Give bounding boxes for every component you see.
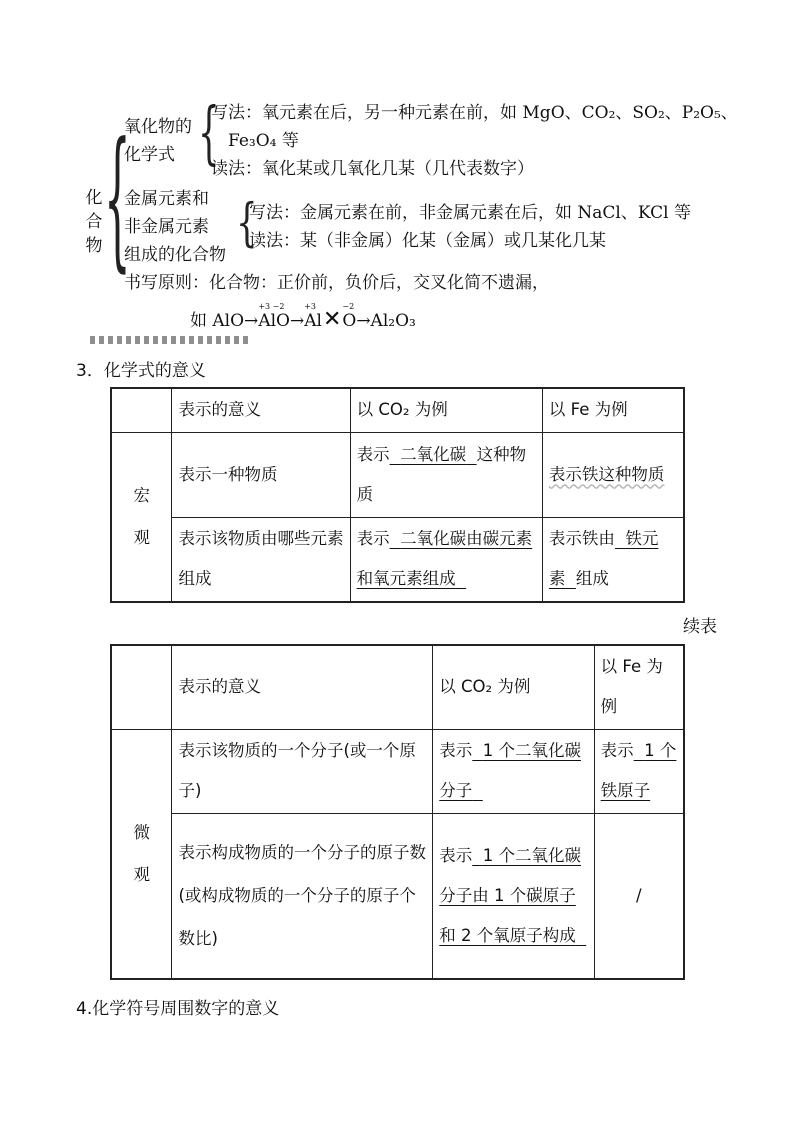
example-valence-formula: +3 −2 AlO→ — [258, 302, 305, 331]
table-row — [111, 813, 684, 979]
cell-fe-not-applicable: / — [594, 813, 684, 979]
header-empty-cell — [111, 388, 172, 432]
example-line — [190, 302, 416, 332]
metal-brace: { — [236, 193, 258, 254]
example-o: −2 O — [342, 302, 357, 331]
cropped-text-remnant — [90, 336, 250, 344]
oxide-write-cont: Fe₃O₄ 等 — [228, 131, 299, 151]
header-fe: 以 Fe 为例 — [594, 645, 684, 729]
table-row — [111, 729, 684, 813]
group-micro: 微观 — [111, 729, 172, 979]
compound-vertical-label: 化合物 — [85, 188, 103, 256]
header-fe: 以 Fe 为例 — [542, 388, 684, 432]
header-meaning: 表示的意义 — [172, 388, 350, 432]
continued-label: 续表 — [683, 617, 717, 637]
header-meaning: 表示的意义 — [172, 645, 433, 729]
answer-co2-molecule: 1 个二氧化碳分子 — [439, 741, 582, 800]
meaning-table-micro — [110, 644, 685, 980]
section4-heading: 4.化学符号周围数字的意义 — [76, 999, 280, 1019]
metal-label-line3: 组成的化合物 — [124, 245, 226, 265]
metal-read-rule: 读法：某（非金属）化某（金属）或几某化几某 — [249, 231, 606, 251]
oxide-read-rule: 读法：氧化某或几氧化几某（几代表数字） — [211, 159, 534, 179]
table-row — [111, 517, 684, 602]
example-prefix: 如 AlO→ — [190, 311, 259, 331]
cell-co2-molecule: 表示 1 个二氧化碳分子 — [433, 729, 594, 813]
oxide-label-line1: 氧化物的 — [124, 117, 192, 137]
cell-co2-atom-count: 表示 1 个二氧化碳分子由 1 个碳原子和 2 个氧原子构成 — [433, 813, 594, 979]
answer-co2-atom-count: 1 个二氧化碳分子由 1 个碳原子和 2 个氧原子构成 — [439, 845, 582, 945]
oxide-brace: { — [198, 94, 220, 174]
cell-meaning-elements: 表示该物质由哪些元素组成 — [172, 517, 350, 602]
group-macro: 宏观 — [111, 432, 172, 602]
header-co2: 以 CO₂ 为例 — [350, 388, 542, 432]
cross-icon: ✕ — [322, 307, 342, 332]
cell-fe-atom: 表示 1 个铁原子 — [594, 729, 684, 813]
cell-co2-substance: 表示 二氧化碳 这种物质 — [350, 432, 542, 517]
oxide-label-line2: 化学式 — [124, 145, 175, 165]
answer-fe-elements: 铁元素 — [548, 529, 659, 589]
example-result: →Al₂O₃ — [356, 311, 416, 331]
answer-fe-atom: 1 个铁原子 — [600, 741, 677, 800]
cell-meaning-molecule: 表示该物质的一个分子(或一个原子) — [172, 729, 433, 813]
cell-meaning-substance: 表示一种物质 — [172, 432, 350, 517]
table-header-row — [111, 645, 684, 729]
example-al: +3 Al — [304, 302, 322, 331]
oxide-write-rule: 写法：氧元素在后，另一种元素在前，如 MgO、CO₂、SO₂、P₂O₅、 — [211, 103, 738, 123]
cell-meaning-atom-count: 表示构成物质的一个分子的原子数(或构成物质的一个分子的原子个数比) — [172, 813, 433, 979]
cell-fe-substance: 表示铁这种物质 — [542, 432, 684, 517]
metal-write-rule: 写法：金属元素在前，非金属元素在后，如 NaCl、KCl 等 — [249, 203, 691, 223]
metal-label-line2: 非金属元素 — [124, 217, 209, 237]
header-co2: 以 CO₂ 为例 — [433, 645, 594, 729]
table-header-row — [111, 388, 684, 432]
example-valence-marks: +3 −2 — [258, 302, 285, 311]
answer-co2-elements: 二氧化碳由碳元素和氧元素组成 — [356, 529, 533, 589]
header-empty-cell — [111, 645, 172, 729]
section3-heading: 3．化学式的意义 — [76, 361, 206, 381]
writing-principle: 书写原则：化合物：正价前，负价后，交叉化简不遗漏， — [124, 273, 549, 293]
table-row — [111, 432, 684, 517]
metal-label-line1: 金属元素和 — [124, 189, 209, 209]
cell-fe-elements: 表示铁由 铁元素 组成 — [542, 517, 684, 602]
answer-co2-substance: 二氧化碳 — [400, 444, 467, 464]
meaning-table-macro — [110, 387, 685, 603]
main-brace: { — [104, 109, 131, 286]
cell-co2-elements: 表示 二氧化碳由碳元素和氧元素组成 — [350, 517, 542, 602]
